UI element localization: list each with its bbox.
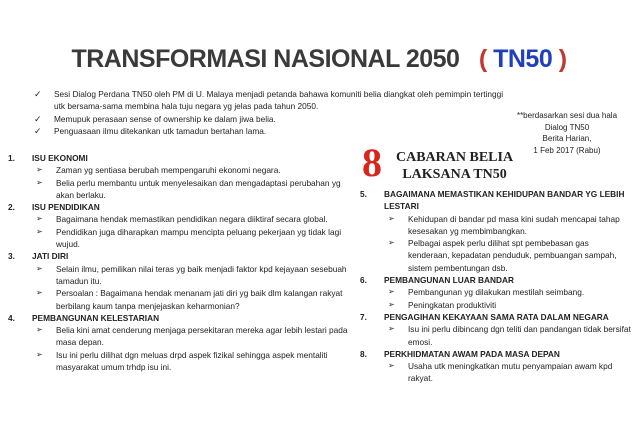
section-number: 8.	[360, 348, 367, 359]
section	[360, 311, 632, 348]
intro-item	[34, 125, 514, 137]
section	[360, 348, 632, 385]
section-number: 7.	[360, 311, 367, 322]
item-text: Persoalan : Bagaimana hendak menanam jati diri yg baik dlm kalangan rakyat berbilang kaum tanpa menjejaskan keharmonian?	[56, 288, 343, 311]
arrow-bullet-icon: ➢	[36, 288, 43, 298]
section-number: 6.	[360, 275, 367, 286]
section	[8, 312, 353, 373]
arrow-bullet-icon: ➢	[388, 361, 395, 371]
section	[360, 188, 632, 274]
list-item	[36, 263, 353, 288]
section-title: ISU EKONOMI	[32, 153, 88, 163]
challenge-count: 8	[362, 140, 382, 185]
section-number: 4.	[8, 312, 15, 323]
checkmark-icon: ✓	[34, 113, 42, 124]
arrow-bullet-icon: ➢	[388, 299, 395, 309]
list-item	[36, 287, 353, 312]
section	[8, 152, 353, 201]
intro-list	[34, 88, 514, 137]
list-item	[36, 349, 353, 374]
section-title: PERKHIDMATAN AWAM PADA MASA DEPAN	[384, 348, 560, 359]
arrow-bullet-icon: ➢	[388, 238, 395, 248]
list-item	[388, 299, 632, 311]
list-item	[388, 213, 632, 238]
section-title: PEMBANGUNAN KELESTARIAN	[32, 312, 160, 323]
section	[8, 250, 353, 311]
section	[360, 274, 632, 311]
intro-text: Penguasaan ilmu ditekankan utk tamadun bertahan lama.	[54, 125, 267, 136]
section	[8, 201, 353, 250]
title-main: TRANSFORMASI NASIONAL 2050	[71, 45, 460, 73]
arrow-bullet-icon: ➢	[388, 287, 395, 297]
item-text: Usaha utk meningkatkan mutu penyampaian awam kpd rakyat.	[408, 361, 613, 384]
item-text: Belia perlu membantu untuk menyelesaikan dan mengadaptasi perubahan yg akan berlaku.	[56, 177, 341, 200]
section-title: PEMBANGUNAN LUAR BANDAR	[384, 275, 514, 286]
list-item	[388, 323, 632, 348]
item-text: Isu ini perlu dibincang dgn teliti dan pandangan tidak bersifat emosi.	[408, 324, 631, 347]
list-item	[36, 226, 353, 251]
section-number: 1.	[8, 153, 15, 163]
title-acronym: TN50	[493, 45, 553, 73]
item-text: Pembangunan yg dilakukan mestilah seimbang.	[408, 287, 585, 298]
item-text: Belia kini amat cenderung menjaga persekitaran mereka agar lebih lestari pada masa depan.	[56, 325, 348, 348]
arrow-bullet-icon: ➢	[36, 214, 43, 224]
challenges-heading-line1: CABARAN BELIA	[396, 150, 514, 165]
item-text: Isu ini perlu dilihat dgn meluas drpd aspek fizikal sehingga aspek mentaliti masyarakat umum trhdp isu ini.	[56, 349, 328, 373]
note-line: Berita Harian,	[542, 134, 592, 143]
source-note	[502, 110, 632, 156]
arrow-bullet-icon: ➢	[36, 263, 43, 273]
left-column	[8, 152, 353, 373]
checkmark-icon: ✓	[34, 125, 42, 136]
arrow-bullet-icon: ➢	[36, 349, 43, 359]
item-text: Zaman yg sentiasa berubah mempengaruhi ekonomi negara.	[56, 165, 281, 176]
arrow-bullet-icon: ➢	[36, 177, 43, 187]
title-paren-close: )	[558, 45, 567, 73]
arrow-bullet-icon: ➢	[36, 226, 43, 236]
list-item	[36, 164, 353, 176]
intro-text: Memupuk perasaan sense of ownership ke dalam jiwa belia.	[54, 113, 276, 124]
item-text: Kehidupan di bandar pd masa kini sudah mencapai tahap kesesakan yg membimbangkan.	[408, 213, 620, 236]
list-item	[36, 213, 353, 225]
page-title	[0, 44, 638, 74]
section-title: BAGAIMANA MEMASTIKAN KEHIDUPAN BANDAR YG LEBIH LESTARI	[384, 189, 625, 212]
arrow-bullet-icon: ➢	[388, 324, 395, 334]
item-text: Pendidikan juga diharapkan mampu mencipta peluang pekerjaan yg tidak lagi wujud.	[56, 226, 342, 250]
intro-text: Sesi Dialog Perdana TN50 oleh PM di U. Malaya menjadi petanda bahawa komuniti belia diangkat oleh pemimpin tertinggi utk bersama-sama membina hala tuju negara yg jelas pada tahun 2050.	[54, 89, 504, 112]
section-number: 3.	[8, 251, 15, 262]
arrow-bullet-icon: ➢	[36, 165, 43, 175]
item-text: Selain ilmu, pemilikan nilai teras yg baik menjadi faktor kpd kejayaan sesebuah tamadun itu.	[56, 263, 347, 286]
section-title: JATI DIRI	[32, 251, 69, 262]
intro-item	[34, 88, 514, 113]
section-title: ISU PENDIDIKAN	[32, 202, 100, 213]
title-paren-open: (	[478, 45, 487, 73]
item-text: Pelbagai aspek perlu dilihat spt pembebasan gas kenderaan, kepadatan penduduk, pembuangan sampah, sistem pembentungan dsb.	[408, 238, 617, 273]
arrow-bullet-icon: ➢	[388, 213, 395, 223]
list-item	[388, 286, 632, 298]
list-item	[388, 237, 632, 274]
note-line: **berdasarkan sesi dua hala	[516, 111, 618, 120]
challenges-heading	[396, 149, 513, 183]
list-item	[388, 360, 632, 385]
challenges-heading-line2: LAKSANA TN50	[402, 167, 507, 182]
section-number: 5.	[360, 189, 367, 199]
checkmark-icon: ✓	[34, 89, 42, 99]
section-title: PENGAGIHAN KEKAYAAN SAMA RATA DALAM NEGARA	[384, 311, 609, 322]
right-column	[360, 188, 632, 385]
section-number: 2.	[8, 202, 15, 213]
item-text: Bagaimana hendak memastikan pendidikan negara diiktiraf secara global.	[56, 214, 328, 225]
intro-item	[34, 113, 514, 125]
item-text: Peningkatan produktiviti	[408, 299, 497, 310]
list-item	[36, 324, 353, 349]
list-item	[36, 177, 353, 202]
arrow-bullet-icon: ➢	[36, 325, 43, 335]
note-line: Dialog TN50	[544, 122, 590, 132]
note-line: 1 Feb 2017 (Rabu)	[533, 145, 601, 155]
